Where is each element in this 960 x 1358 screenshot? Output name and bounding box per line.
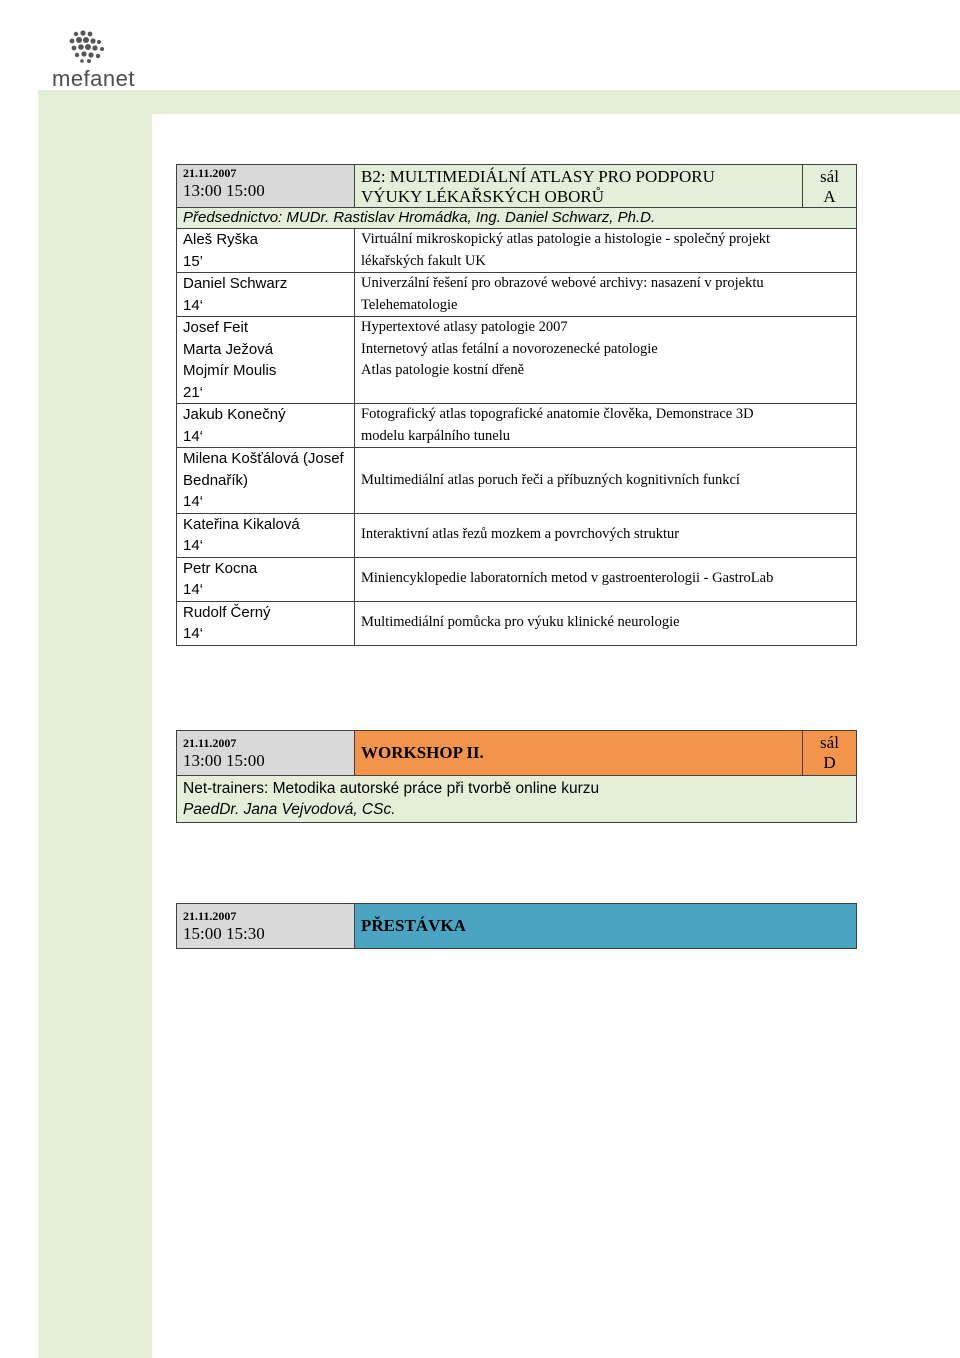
session-title-line2: VÝUKY LÉKAŘSKÝCH OBORŮ: [361, 187, 605, 206]
talk-title: Fotografický atlas topografické anatomie člověka, Demonstrace 3D: [361, 406, 754, 422]
talk-title: Multimediální atlas poruch řeči a příbuzných kognitivních funkcí: [361, 471, 740, 488]
room-label: sál: [820, 167, 839, 186]
talk-title: Multimediální pomůcka pro výuku klinické neurologie: [361, 614, 680, 631]
workshop-title: WORKSHOP II.: [361, 743, 484, 762]
talk-duration: 14‘: [183, 493, 204, 510]
talk-title: Interaktivní atlas řezů mozkem a povrchových struktur: [361, 526, 680, 543]
talk-speakers: [177, 404, 355, 448]
workshop-header-row: [177, 731, 857, 776]
workshop-time: 13:00 15:00: [183, 751, 265, 770]
workshop-table: [176, 730, 857, 823]
talk-row: [177, 404, 857, 448]
talk-speakers: [177, 557, 355, 601]
break-date: 21.11.2007: [183, 909, 237, 923]
break-datetime-cell: [177, 904, 355, 949]
talk-titles: [355, 448, 857, 514]
speaker-name: Daniel Schwarz: [183, 275, 288, 292]
talk-duration: 14‘: [183, 296, 204, 314]
break-table: [176, 903, 857, 949]
workshop-date: 21.11.2007: [183, 736, 237, 750]
decorative-sidebar: [38, 90, 152, 1358]
talk-row: [177, 317, 857, 404]
session-header-row: [177, 165, 857, 208]
talk-duration: 21‘: [183, 383, 204, 401]
talk-titles: [355, 317, 857, 404]
talk-row: [177, 448, 857, 514]
session-room-cell: [803, 165, 857, 208]
room-label: sál: [820, 733, 839, 752]
session-title-cell: [355, 165, 803, 208]
talk-duration: 14‘: [183, 581, 204, 598]
session-date: 21.11.2007: [183, 166, 237, 180]
room-value: A: [823, 187, 836, 206]
talk-titles: [355, 273, 857, 317]
talk-row: [177, 513, 857, 557]
speaker-name: Mojmír Moulis: [183, 362, 277, 379]
workshop-datetime-cell: [177, 731, 355, 776]
session-title-line1: B2: MULTIMEDIÁLNÍ ATLASY PRO PODPORU: [361, 167, 715, 186]
workshop-detail-row: [177, 776, 857, 823]
talk-row: [177, 601, 857, 645]
break-title-cell: [355, 904, 857, 949]
session-b2-table: [176, 164, 857, 646]
workshop-title-cell: [355, 731, 803, 776]
speaker-name: Aleš Ryška: [183, 231, 259, 248]
break-title: PŘESTÁVKA: [361, 916, 466, 935]
speaker-name: Kateřina Kikalová: [183, 515, 300, 533]
talk-title: Hypertextové atlasy patologie 2007: [361, 319, 568, 335]
talk-speakers: [177, 273, 355, 317]
workshop-room-cell: [803, 731, 857, 776]
speaker-name: Bednařík): [183, 471, 249, 489]
room-value: D: [823, 753, 836, 772]
speaker-name: Rudolf Černý: [183, 603, 271, 621]
talk-title: Atlas patologie kostní dřeně: [361, 362, 525, 378]
session-datetime-cell: [177, 165, 355, 208]
talk-titles: [355, 513, 857, 557]
workshop-description: Net-trainers: Metodika autorské práce při tvorbě online kurzu: [183, 780, 600, 797]
decorative-topbar: [150, 90, 960, 114]
talk-speakers: [177, 448, 355, 514]
talk-title: Miniencyklopedie laboratorních metod v gastroenterologii - GastroLab: [361, 570, 774, 587]
speaker-name: Jakub Konečný: [183, 406, 286, 423]
talk-titles: [355, 557, 857, 601]
session-chairs: Předsednictvo: MUDr. Rastislav Hromádka, Ing. Daniel Schwarz, Ph.D.: [177, 208, 857, 229]
mefanet-logo-text: mefanet: [52, 66, 135, 91]
speaker-name: Marta Ježová: [183, 340, 274, 358]
speaker-name: Petr Kocna: [183, 559, 258, 577]
talk-duration: 14‘: [183, 427, 204, 445]
talk-duration: 15’: [183, 252, 204, 270]
chairs-row: [177, 208, 857, 229]
talk-row: [177, 273, 857, 317]
talk-title: modelu karpálního tunelu: [361, 427, 510, 444]
talk-titles: [355, 404, 857, 448]
talk-title: Virtuální mikroskopický atlas patologie a histologie - společný projekt: [361, 231, 771, 247]
talk-title: Telehematologie: [361, 296, 458, 313]
talk-speakers: [177, 317, 355, 404]
break-time: 15:00 15:30: [183, 924, 265, 943]
talk-duration: 14‘: [183, 537, 204, 554]
speaker-name: Josef Feit: [183, 319, 249, 336]
talk-row: [177, 229, 857, 273]
talk-duration: 14‘: [183, 625, 204, 642]
session-time: 13:00 15:00: [183, 181, 265, 200]
talk-title: lékařských fakult UK: [361, 252, 486, 269]
talk-row: [177, 557, 857, 601]
workshop-lecturer: PaedDr. Jana Vejvodová, CSc.: [183, 801, 396, 818]
talk-title: Internetový atlas fetální a novorozenecké patologie: [361, 340, 658, 357]
talk-titles: [355, 601, 857, 645]
talk-title: Univerzální řešení pro obrazové webové archivy: nasazení v projektu: [361, 275, 764, 291]
speaker-name: Milena Košťálová (Josef: [183, 450, 344, 467]
talk-speakers: [177, 229, 355, 273]
talk-speakers: [177, 601, 355, 645]
talk-speakers: [177, 513, 355, 557]
break-row: [177, 904, 857, 949]
talk-titles: [355, 229, 857, 273]
workshop-detail-cell: [177, 776, 857, 823]
